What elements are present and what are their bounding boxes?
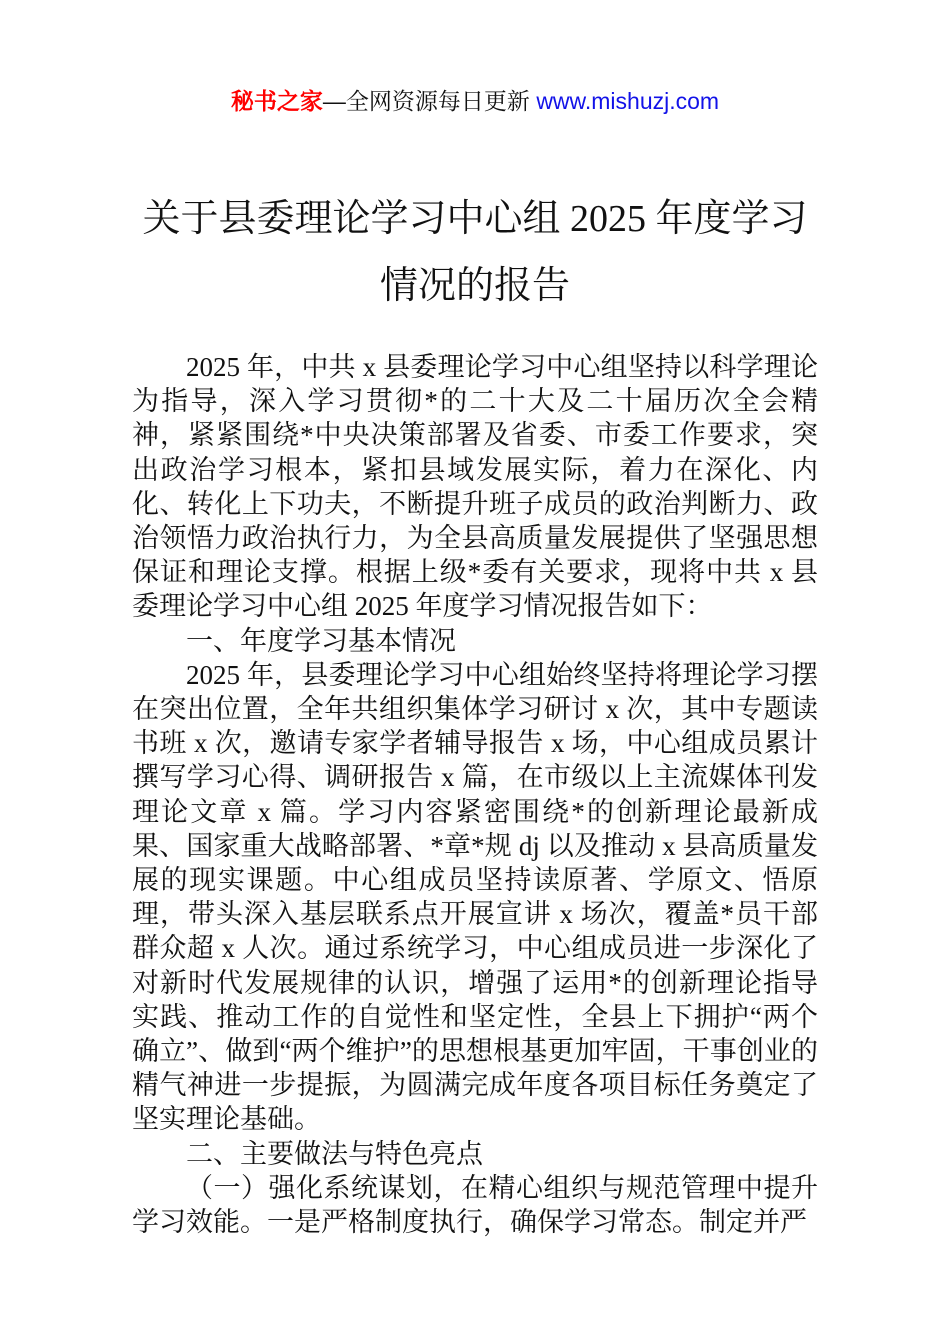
site-header <box>0 0 950 116</box>
document-title-line-1: 关于县委理论学习中心组 2025 年度学习 <box>142 198 808 240</box>
section-heading-2: 二、主要做法与特色亮点 <box>186 1138 483 1169</box>
paragraph-section-2-truncated: （一）强化系统谋划，在精心组织与规范管理中提升学习效能。一是严格制度执行，确保学习常态。制定并严 <box>132 1172 818 1238</box>
header-tagline: —全网资源每日更新 <box>322 88 537 114</box>
document-title <box>0 186 950 320</box>
site-url-link[interactable]: www.mishuzj.com <box>536 88 720 114</box>
paragraph-intro: 2025 年，中共 x 县委理论学习中心组坚持以科学理论为指导，深入学习贯彻*的二十大及二十届历次全会精神，紧紧围绕*中央决策部署及省委、市委工作要求，突出政治学习根本，紧扣县域发展实际，着力在深化、内化、转化上下功夫，不断提升班子成员的政治判断力、政治领悟力政治执行力，为全县高质量发展提供了坚强思想保证和理论支撑。根据上级*委有关要求，现将中共 x 县委理论学习中心组 2025 年度学习情况报告如下： <box>132 352 818 622</box>
document-body <box>132 350 818 1239</box>
paragraph-section-1: 2025 年，县委理论学习中心组始终坚持将理论学习摆在突出位置，全年共组织集体学习研讨 x 次，其中专题读书班 x 次，邀请专家学者辅导报告 x 场，中心组成员累计撰写学习心得、调研报告 x 篇，在市级以上主流媒体刊发理论文章 x 篇。学习内容紧密围绕*的创新理论最新成果、国家重大战略部署、*章*规 dj 以及推动 x 县高质量发展的现实课题。中心组成员坚持读原著、学原文、悟原理，带头深入基层联系点开展宣讲 x 场次，覆盖*员干部群众超 x 人次。通过系统学习，中心组成员进一步深化了对新时代发展规律的认识，增强了运用*的创新理论指导实践、推动工作的自觉性和坚定性，全县上下拥护“两个确立”、做到“两个维护”的思想根基更加牢固，干事创业的精气神进一步提振，为圆满完成年度各项目标任务奠定了坚实理论基础。 <box>132 659 818 1135</box>
document-title-line-2: 情况的报告 <box>379 265 570 307</box>
section-heading-1: 一、年度学习基本情况 <box>186 625 456 656</box>
brand-name: 秘书之家 <box>230 88 323 114</box>
